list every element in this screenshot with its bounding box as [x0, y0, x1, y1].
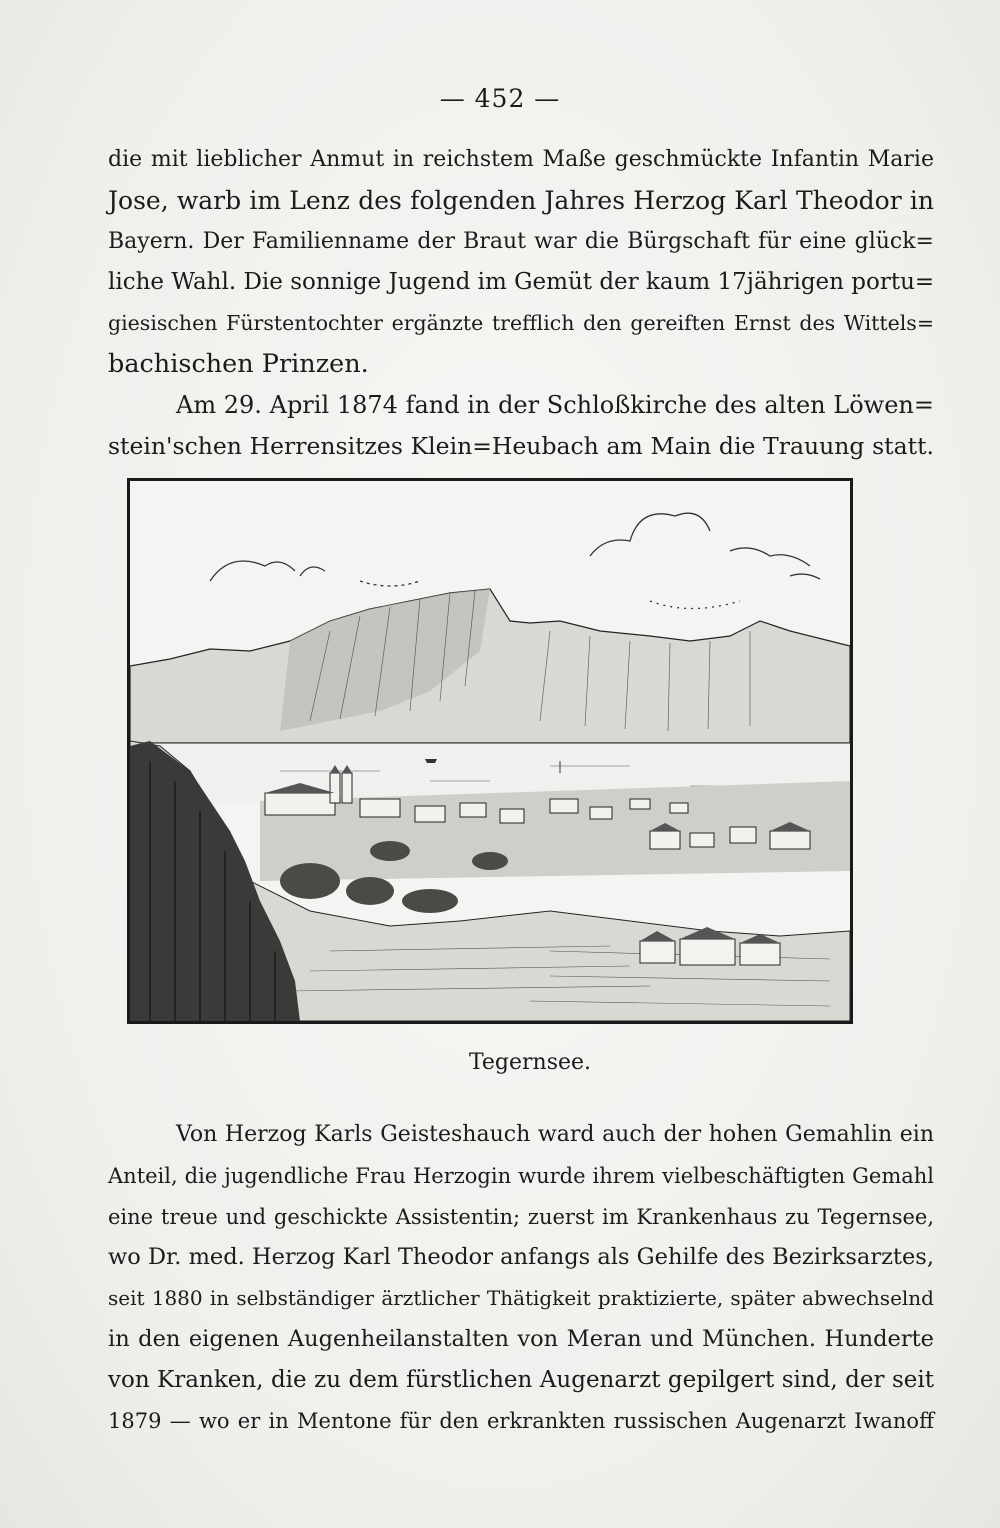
text-line: in den eigenen Augenheilanstalten von Meran und München. Hunderte — [108, 1325, 934, 1352]
text-line: 1879 — wo er in Mentone für den erkrankten russischen Augenarzt Iwanoff — [108, 1408, 934, 1433]
text-line: giesischen Fürstentochter ergänzte trefflich den gereiften Ernst des Wittels= — [108, 311, 934, 336]
text-line: eine treue und geschickte Assistentin; zuerst im Krankenhaus zu Tegernsee, — [108, 1204, 934, 1229]
text-line: wo Dr. med. Herzog Karl Theodor anfangs als Gehilfe des Bezirksarztes, — [108, 1244, 934, 1271]
text-line: stein'schen Herrensitzes Klein=Heubach am Main die Trauung statt. — [108, 431, 934, 460]
illustration-caption: Tegernsee. — [468, 1050, 592, 1075]
text-line: liche Wahl. Die sonnige Jugend im Gemüt der kaum 17jährigen portu= — [108, 269, 935, 296]
text-line: Jose, warb im Lenz des folgenden Jahres Herzog Karl Theodor in — [108, 185, 934, 215]
paragraph-2 — [108, 385, 934, 467]
tegernsee-illustration — [127, 478, 853, 1024]
paragraph-3 — [108, 1115, 934, 1441]
text-line: seit 1880 in selbständiger ärztlicher Thätigkeit praktizierte, später abwechselnd — [108, 1286, 934, 1311]
paragraph-1 — [108, 140, 934, 385]
text-line: von Kranken, die zu dem fürstlichen Augenarzt gepilgert sind, der seit — [108, 1366, 934, 1393]
text-line: Von Herzog Karls Geisteshauch ward auch der hohen Gemahlin ein — [176, 1122, 934, 1147]
text-line: Anteil, die jugendliche Frau Herzogin wurde ihrem vielbeschäftigten Gemahl — [108, 1163, 934, 1188]
text-line: Am 29. April 1874 fand in der Schloßkirche des alten Löwen= — [176, 391, 934, 419]
engraving-landscape-icon — [130, 481, 850, 1021]
text-line: bachischen Prinzen. — [108, 348, 369, 379]
text-line: Bayern. Der Familienname der Braut war die Bürgschaft für eine glück= — [108, 228, 934, 254]
page-number: — 452 — — [439, 84, 561, 113]
text-line: die mit lieblicher Anmut in reichstem Maße geschmückte Infantin Marie — [108, 147, 934, 172]
